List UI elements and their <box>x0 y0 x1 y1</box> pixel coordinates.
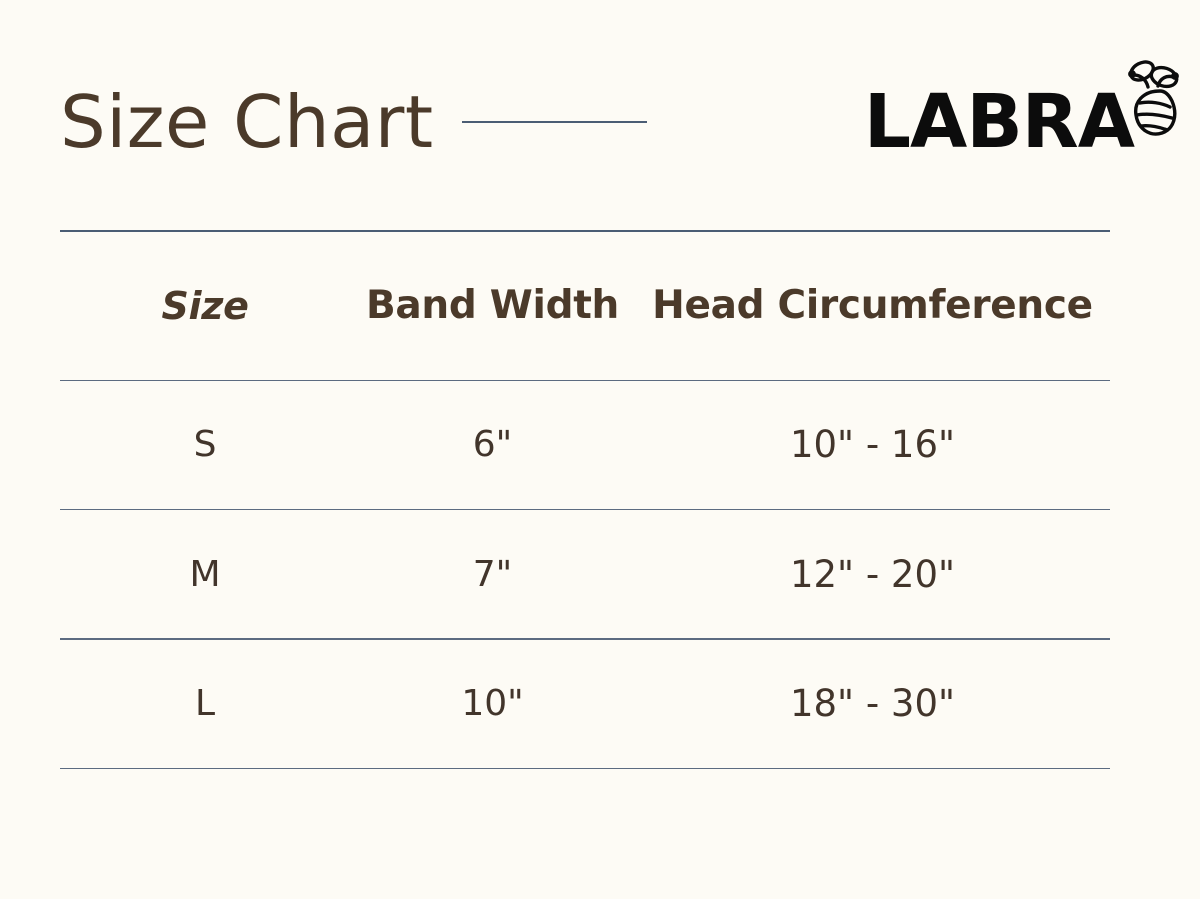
column-header-head-circumference: Head Circumference <box>652 283 1093 329</box>
cell-size: S <box>193 424 217 466</box>
table-row <box>60 381 1110 509</box>
title-divider <box>462 121 647 123</box>
table-row <box>60 510 1110 638</box>
cell-band-width: 7" <box>472 553 513 595</box>
page-header <box>60 62 1140 182</box>
cell-head-circumference: 10" - 16" <box>789 423 956 467</box>
size-table <box>60 230 1110 769</box>
table-row <box>60 640 1110 768</box>
brand-logo <box>863 79 1140 165</box>
cell-band-width: 10" <box>461 683 524 725</box>
cell-size: M <box>189 553 221 595</box>
bee-icon <box>1120 57 1192 149</box>
brand-name: LABRA <box>863 79 1134 165</box>
cell-head-circumference: 12" - 20" <box>789 552 956 596</box>
column-header-size: Size <box>161 283 249 328</box>
table-bottom-rule <box>60 768 1110 769</box>
cell-size: L <box>194 683 216 725</box>
cell-head-circumference: 18" - 30" <box>789 682 956 726</box>
column-header-band-width: Band Width <box>365 283 619 329</box>
page-title: Size Chart <box>60 80 434 164</box>
cell-band-width: 6" <box>472 424 513 466</box>
table-header-row <box>60 232 1110 380</box>
